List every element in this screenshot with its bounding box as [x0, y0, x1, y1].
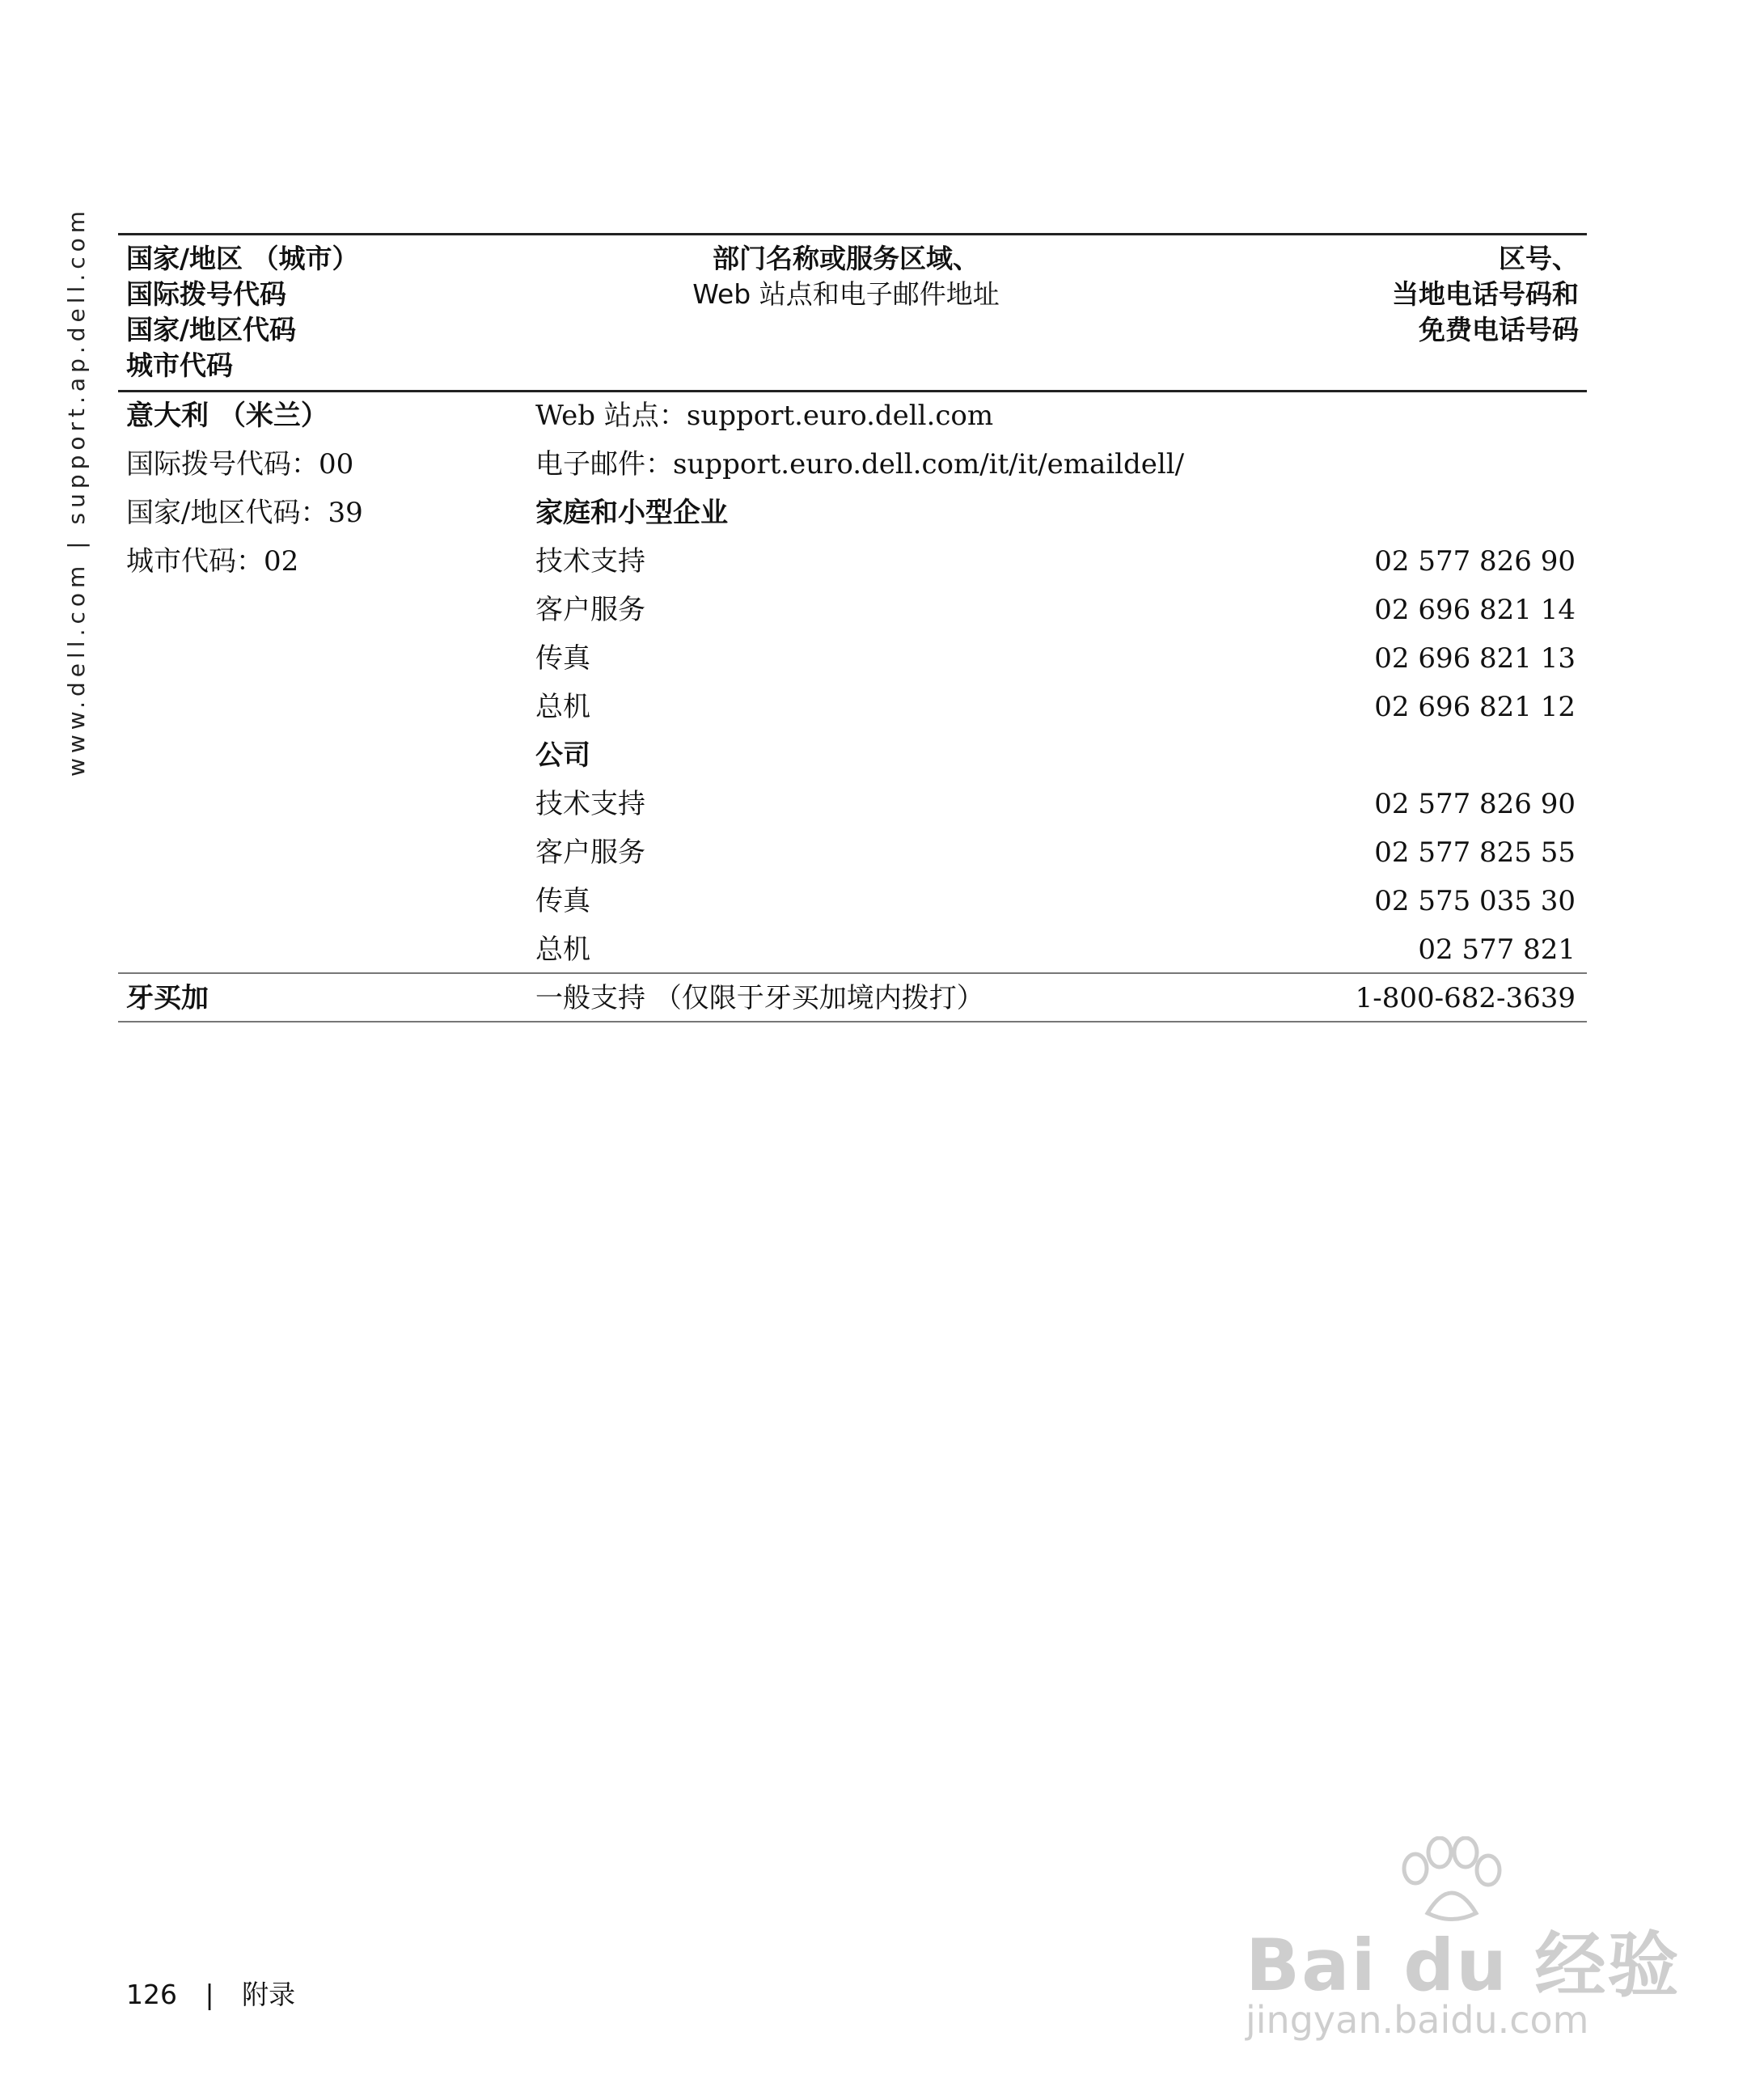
- service-label: 总机: [535, 691, 590, 723]
- service-label: 客户服务: [535, 836, 645, 869]
- italy-intl-code: 国际拨号代码：00: [126, 448, 354, 481]
- phone-number: 02 577 825 55: [1374, 836, 1576, 869]
- section-heading-home-small-business: 家庭和小型企业: [535, 497, 728, 529]
- phone-number: 02 577 826 90: [1374, 545, 1576, 578]
- service-label: 总机: [535, 934, 590, 966]
- header-service-column: 部门名称或服务区域、 Web 站点和电子邮件地址: [692, 243, 1000, 310]
- page-number: 126: [126, 1979, 177, 2010]
- baidu-watermark: [1246, 1836, 1681, 2042]
- footer-separator: |: [205, 1979, 214, 2010]
- section-name: 附录: [242, 1979, 296, 2010]
- italy-city-code: 城市代码：02: [126, 545, 299, 578]
- row-divider: [118, 972, 1587, 974]
- phone-number: 02 577 821: [1418, 934, 1576, 966]
- jamaica-phone-number: 1-800-682-3639: [1355, 982, 1576, 1014]
- watermark-url: jingyan.baidu.com: [1246, 1998, 1589, 2042]
- service-label: 技术支持: [535, 545, 645, 578]
- phone-number: 02 696 821 12: [1374, 691, 1576, 723]
- service-label: 技术支持: [535, 788, 645, 820]
- service-label: 客户服务: [535, 594, 645, 626]
- phone-number: 02 696 821 13: [1374, 642, 1576, 675]
- country-italy: 意大利 （米兰）: [126, 400, 328, 432]
- table-bottom-rule: [118, 1021, 1587, 1022]
- italy-website: Web 站点：support.euro.dell.com: [535, 400, 994, 432]
- country-jamaica: 牙买加: [126, 982, 209, 1014]
- table-top-rule: [118, 233, 1587, 235]
- phone-number: 02 577 826 90: [1374, 788, 1576, 820]
- header-number-column: 区号、 当地电话号码和 免费电话号码: [1392, 243, 1579, 345]
- header-country-column: 国家/地区 （城市） 国际拨号代码 国家/地区代码 城市代码: [126, 243, 359, 381]
- italy-country-code: 国家/地区代码：39: [126, 497, 363, 529]
- service-label: 传真: [535, 642, 590, 675]
- page-footer: [126, 1974, 295, 2012]
- header-bottom-rule: [118, 390, 1587, 392]
- phone-number: 02 696 821 14: [1374, 594, 1576, 626]
- phone-number: 02 575 035 30: [1374, 885, 1576, 917]
- jamaica-service: 一般支持 （仅限于牙买加境内拨打）: [535, 982, 984, 1014]
- watermark-brand: Bai du 经验: [1246, 1924, 1681, 2007]
- service-label: 传真: [535, 885, 590, 917]
- italy-email: 电子邮件：support.euro.dell.com/it/it/emaildell/: [535, 448, 1185, 481]
- side-url-text: www.dell.com | support.ap.dell.com: [63, 205, 90, 777]
- section-heading-corporate: 公司: [535, 739, 590, 772]
